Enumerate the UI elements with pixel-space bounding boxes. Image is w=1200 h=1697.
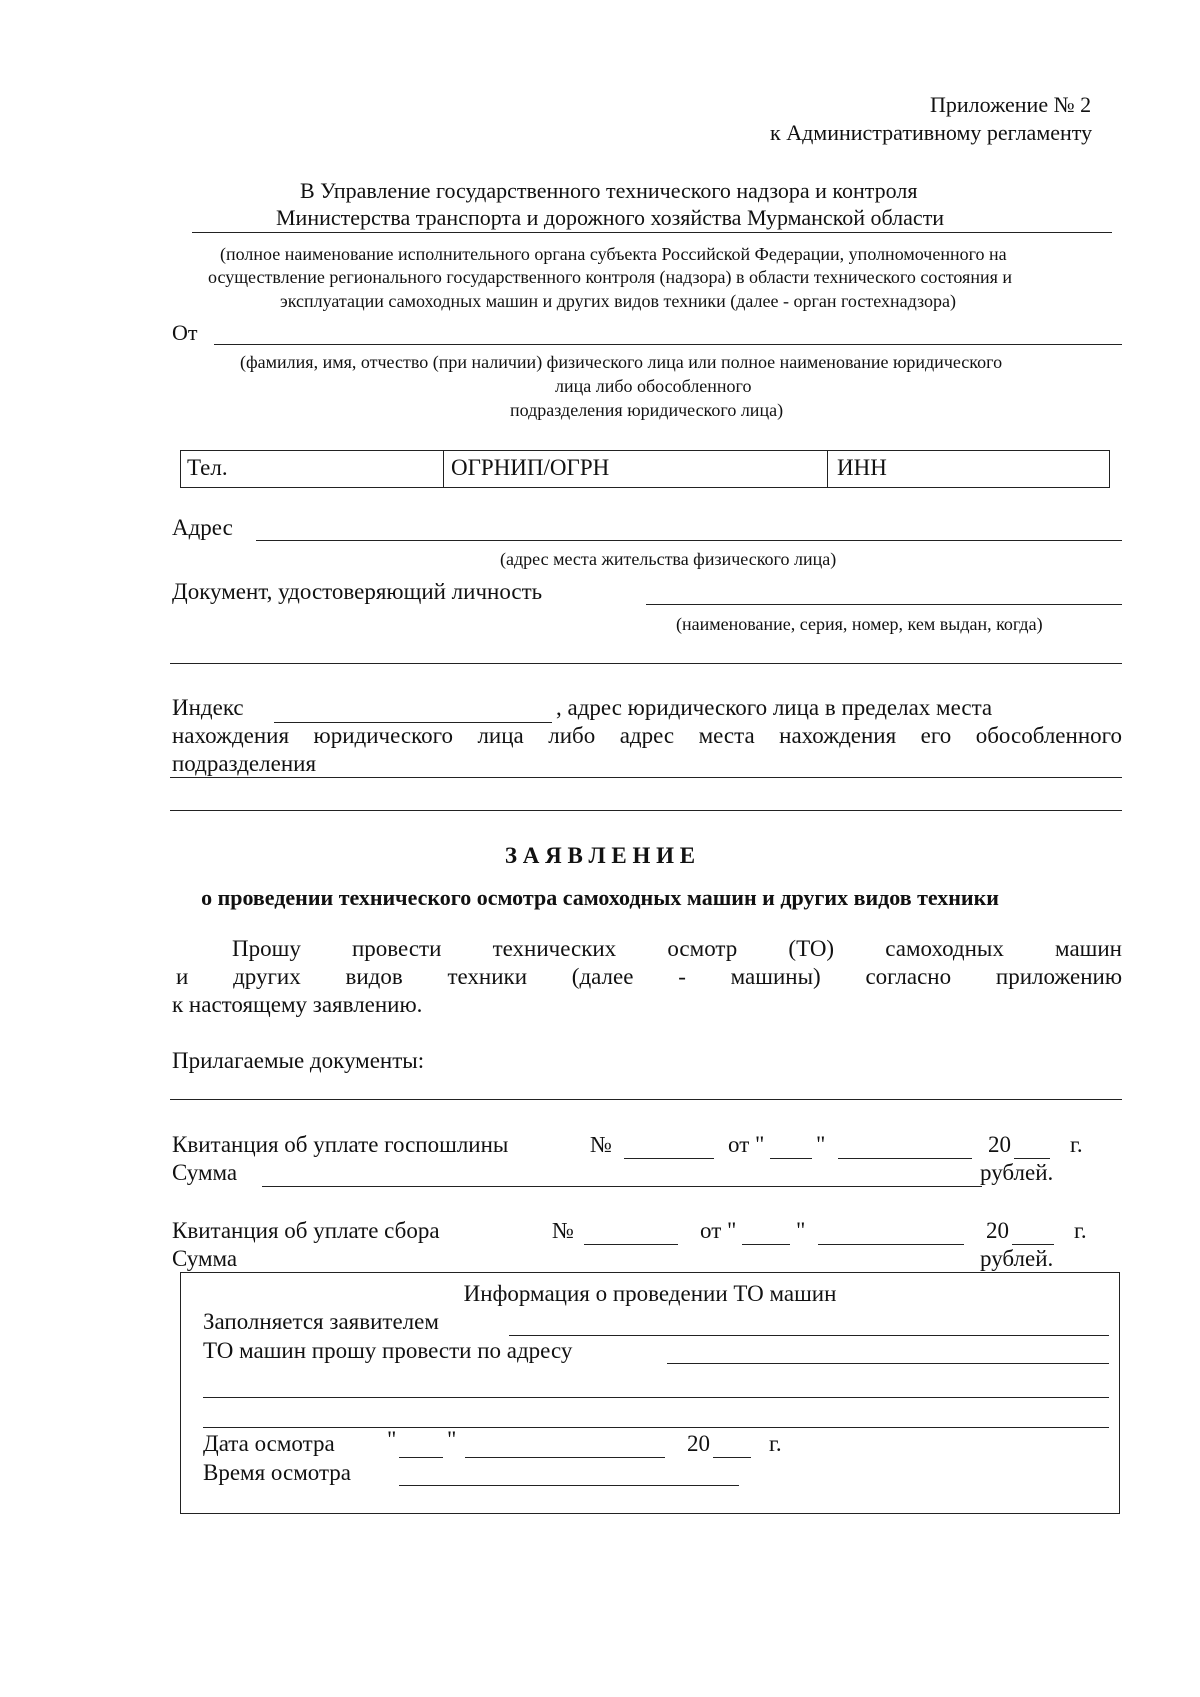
address-label: Адрес bbox=[172, 515, 233, 540]
legal-address-text-2: нахождения юридического лица либо адрес места нахождения его обособленного bbox=[172, 723, 1122, 748]
charge-year-suffix: г. bbox=[1074, 1218, 1087, 1243]
legal-address-text-1: , адрес юридического лица в пределах места bbox=[556, 695, 993, 720]
regulation-reference: к Административному регламенту bbox=[770, 120, 1093, 145]
addressee-underline bbox=[192, 232, 1112, 233]
legal-address-field-2[interactable] bbox=[170, 810, 1122, 811]
fee-number-label: № bbox=[590, 1132, 612, 1157]
fee-quote-close: " bbox=[816, 1132, 826, 1157]
charge-currency: рублей. bbox=[980, 1246, 1054, 1271]
addressee-line-2: Министерства транспорта и дорожного хозяйства Мурманской области bbox=[276, 205, 945, 230]
filled-by-label: Заполняется заявителем bbox=[203, 1309, 439, 1334]
addressee-line-1: В Управление государственного технического надзора и контроля bbox=[300, 178, 918, 203]
inspection-address-field[interactable] bbox=[667, 1363, 1109, 1364]
document-subtitle: о проведении технического осмотра самоходных машин и других видов техники bbox=[201, 885, 999, 910]
charge-year-prefix: 20 bbox=[986, 1218, 1009, 1243]
fee-year-suffix: г. bbox=[1070, 1132, 1083, 1157]
fee-date-label: от " bbox=[728, 1132, 765, 1157]
attachments-label: Прилагаемые документы: bbox=[172, 1048, 425, 1073]
inspection-time-label: Время осмотра bbox=[203, 1460, 352, 1485]
inspection-year-suffix: г. bbox=[769, 1431, 782, 1456]
inn-cell[interactable]: ИНН bbox=[837, 455, 887, 480]
date-quote-open: " bbox=[387, 1427, 397, 1452]
appendix-number: Приложение № 2 bbox=[930, 92, 1092, 117]
inspection-info-box bbox=[180, 1272, 1120, 1514]
charge-quote-close: " bbox=[796, 1218, 806, 1243]
phone-cell[interactable]: Тел. bbox=[187, 455, 228, 480]
inspection-address-label: ТО машин прошу провести по адресу bbox=[203, 1338, 573, 1363]
date-quote-close: " bbox=[447, 1427, 457, 1452]
inspection-month-field[interactable] bbox=[465, 1457, 665, 1458]
inspection-year-prefix: 20 bbox=[687, 1431, 710, 1456]
charge-date-label: от " bbox=[700, 1218, 737, 1243]
charge-sum-label: Сумма bbox=[172, 1246, 238, 1271]
fee-sum-label: Сумма bbox=[172, 1160, 238, 1185]
charge-day-field[interactable] bbox=[742, 1244, 790, 1245]
charge-receipt-label: Квитанция об уплате сбора bbox=[172, 1218, 440, 1243]
applicant-note-line-3: подразделения юридического лица) bbox=[510, 400, 784, 420]
request-line-3: к настоящему заявлению. bbox=[172, 992, 423, 1017]
fee-number-field[interactable] bbox=[624, 1158, 714, 1159]
request-line-1: Прошу провести технических осмотр (ТО) самоходных машин bbox=[232, 936, 1122, 961]
identity-doc-field-2[interactable] bbox=[170, 663, 1122, 664]
identity-doc-field[interactable] bbox=[646, 604, 1122, 605]
inspection-time-field[interactable] bbox=[399, 1485, 739, 1486]
fee-sum-field[interactable] bbox=[262, 1186, 982, 1187]
index-label: Индекс bbox=[172, 695, 244, 720]
request-line-2: и других видов техники (далее - машины) согласно приложению bbox=[176, 964, 1122, 989]
document-title: З А Я В Л Е Н И Е bbox=[504, 843, 696, 868]
applicant-note-line-1: (фамилия, имя, отчество (при наличии) физического лица или полное наименование юридического bbox=[240, 352, 1003, 372]
legal-address-text-3: подразделения bbox=[172, 751, 317, 776]
charge-number-field[interactable] bbox=[584, 1244, 678, 1245]
inspection-date-label: Дата осмотра bbox=[203, 1431, 335, 1456]
fee-currency: рублей. bbox=[980, 1160, 1054, 1185]
table-divider bbox=[827, 451, 828, 487]
filled-by-field[interactable] bbox=[509, 1335, 1109, 1336]
inspection-address-field-3[interactable] bbox=[203, 1427, 1109, 1428]
from-label: От bbox=[172, 320, 198, 345]
fee-receipt-label: Квитанция об уплате госпошлины bbox=[172, 1132, 509, 1157]
charge-number-label: № bbox=[552, 1218, 574, 1243]
addressee-note-line-3: эксплуатации самоходных машин и других видов техники (далее - орган гостехнадзора) bbox=[280, 291, 956, 311]
identity-doc-label: Документ, удостоверяющий личность bbox=[172, 579, 543, 604]
legal-address-field[interactable] bbox=[170, 777, 1122, 778]
applicant-note-line-2: лица либо обособленного bbox=[555, 376, 752, 396]
fee-month-field[interactable] bbox=[838, 1158, 972, 1159]
from-field[interactable] bbox=[214, 344, 1122, 345]
inspection-address-field-2[interactable] bbox=[203, 1397, 1109, 1398]
inspection-day-field[interactable] bbox=[399, 1457, 443, 1458]
ogrn-cell[interactable]: ОГРНИП/ОГРН bbox=[451, 455, 610, 480]
address-note: (адрес места жительства физического лица) bbox=[500, 549, 837, 569]
addressee-note-line-2: осуществление регионального государственного контроля (надзора) в области технического состояния и bbox=[208, 267, 1012, 287]
table-divider bbox=[443, 451, 444, 487]
charge-month-field[interactable] bbox=[818, 1244, 964, 1245]
inspection-year-field[interactable] bbox=[713, 1457, 751, 1458]
identity-doc-note: (наименование, серия, номер, кем выдан, когда) bbox=[676, 614, 1043, 634]
attachments-field[interactable] bbox=[170, 1099, 1122, 1100]
contacts-table bbox=[180, 450, 1110, 488]
fee-year-prefix: 20 bbox=[988, 1132, 1011, 1157]
addressee-note-line-1: (полное наименование исполнительного органа субъекта Российской Федерации, уполномоченного на bbox=[220, 244, 1007, 264]
inspection-info-title: Информация о проведении ТО машин bbox=[463, 1281, 837, 1306]
fee-day-field[interactable] bbox=[770, 1158, 812, 1159]
address-field[interactable] bbox=[256, 540, 1122, 541]
